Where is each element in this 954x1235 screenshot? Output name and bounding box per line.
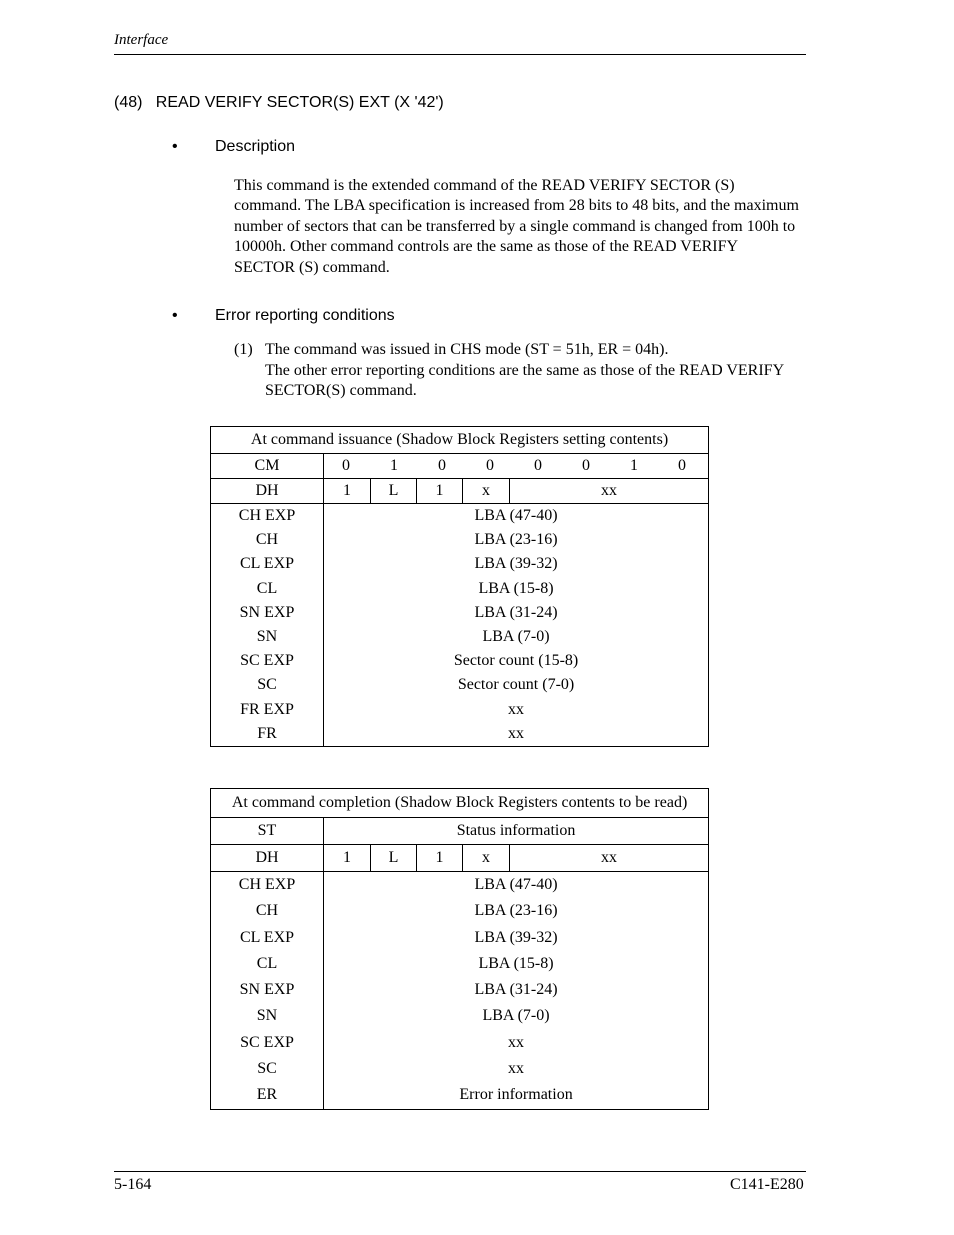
description-bullet xyxy=(172,138,472,160)
cm-bit: 0 xyxy=(486,457,494,474)
register-value: LBA (47-40) xyxy=(474,876,558,893)
register-value: LBA (23-16) xyxy=(474,902,558,920)
dh-bit: 1 xyxy=(324,479,371,504)
header-rule xyxy=(114,54,806,55)
description-paragraph: This command is the extended command of the READ VERIFY SECTOR (S) command. The LBA specification is increased from 28 bits to 48 bits, and the maximum number of sectors that can be transferred by a single command is changed from 100h to 10000h. Other command controls are the same as those of the READ VERIFY SECTOR (S) command. xyxy=(234,177,799,276)
cm-bit: 1 xyxy=(390,457,398,474)
cm-bit: 0 xyxy=(582,457,590,474)
register-label: CH xyxy=(255,902,279,920)
document-id: C141-E280 xyxy=(730,1176,804,1193)
dh-label: DH xyxy=(211,479,324,504)
dh-bit: x xyxy=(463,479,510,504)
cm-bit: 0 xyxy=(534,457,542,474)
register-label: ER xyxy=(256,1086,278,1104)
cm-bit: 0 xyxy=(438,457,446,474)
register-value: LBA (39-32) xyxy=(474,928,558,946)
register-label: CL xyxy=(256,954,278,972)
cm-bit: 0 xyxy=(678,457,686,474)
condition-line-1: The command was issued in CHS mode (ST = 51h, ER = 04h). xyxy=(265,341,669,358)
register-value: xx xyxy=(508,724,525,742)
register-label: SC xyxy=(257,676,277,694)
register-label: CL EXP xyxy=(239,928,295,946)
register-value: xx xyxy=(508,1033,525,1051)
register-values xyxy=(324,872,709,1110)
register-label: CH EXP xyxy=(238,876,296,893)
dh-bit: x xyxy=(463,845,510,872)
register-label: FR xyxy=(257,724,277,742)
running-header: Interface xyxy=(114,32,169,48)
register-value: Error information xyxy=(459,1086,573,1104)
register-label: SC xyxy=(257,1060,277,1078)
register-value: LBA (39-32) xyxy=(474,555,558,573)
register-value: LBA (31-24) xyxy=(474,603,558,621)
condition-number: (1) xyxy=(234,341,253,358)
register-value: LBA (47-40) xyxy=(474,507,558,524)
register-label: SN xyxy=(256,628,278,646)
register-value: LBA (15-8) xyxy=(478,579,554,597)
issuance-register-table xyxy=(210,426,709,747)
dh-bit: L xyxy=(371,845,417,872)
register-label: SC EXP xyxy=(240,652,294,670)
cm-bits xyxy=(324,454,709,479)
dh-label: DH xyxy=(211,845,324,872)
dh-bit: L xyxy=(371,479,417,504)
footer-rule xyxy=(114,1171,806,1172)
register-label: SN EXP xyxy=(239,603,295,621)
dh-bit: 1 xyxy=(324,845,371,872)
register-value: Sector count (15-8) xyxy=(453,652,579,670)
issuance-table-title: At command issuance (Shadow Block Registers setting contents) xyxy=(211,427,709,454)
dh-rest: xx xyxy=(510,479,709,504)
register-label: CL xyxy=(256,579,278,597)
cm-bit: 0 xyxy=(342,457,350,474)
register-value: LBA (31-24) xyxy=(474,981,558,999)
register-labels xyxy=(211,504,324,747)
bullet-icon: • xyxy=(172,307,178,324)
register-value: LBA (23-16) xyxy=(474,531,558,549)
register-label: SC EXP xyxy=(240,1033,294,1051)
register-values xyxy=(324,504,709,747)
dh-bit: 1 xyxy=(417,845,463,872)
register-label: CH EXP xyxy=(238,507,296,524)
register-label: CL EXP xyxy=(239,555,295,573)
register-value: LBA (15-8) xyxy=(478,954,554,972)
error-condition-1 xyxy=(234,340,794,402)
register-label: SN EXP xyxy=(239,981,295,999)
completion-table-title: At command completion (Shadow Block Registers contents to be read) xyxy=(211,789,709,818)
cm-bit: 1 xyxy=(630,457,638,474)
condition-line-2: The other error reporting conditions are the same as those of the READ VERIFY SECTOR(S) command. xyxy=(265,361,784,399)
register-label: FR EXP xyxy=(240,700,294,718)
page-number: 5-164 xyxy=(114,1176,152,1193)
bullet-icon: • xyxy=(172,138,178,155)
dh-bit: 1 xyxy=(417,479,463,504)
register-label: SN xyxy=(256,1007,278,1025)
register-label: CH xyxy=(255,531,279,549)
completion-register-table xyxy=(210,788,709,1110)
description-label: Description xyxy=(215,138,296,155)
register-value: Sector count (7-0) xyxy=(457,676,575,694)
dh-rest: xx xyxy=(510,845,709,872)
error-bullet xyxy=(172,307,532,329)
cm-label: CM xyxy=(211,454,324,479)
register-value: LBA (7-0) xyxy=(482,1007,550,1025)
register-value: xx xyxy=(508,1060,525,1078)
st-label: ST xyxy=(211,818,324,845)
register-value: xx xyxy=(508,700,525,718)
register-labels xyxy=(211,872,324,1110)
error-label: Error reporting conditions xyxy=(215,307,395,324)
st-value: Status information xyxy=(324,818,709,845)
register-value: LBA (7-0) xyxy=(482,628,550,646)
section-title: (48) READ VERIFY SECTOR(S) EXT (X '42') xyxy=(114,94,444,111)
